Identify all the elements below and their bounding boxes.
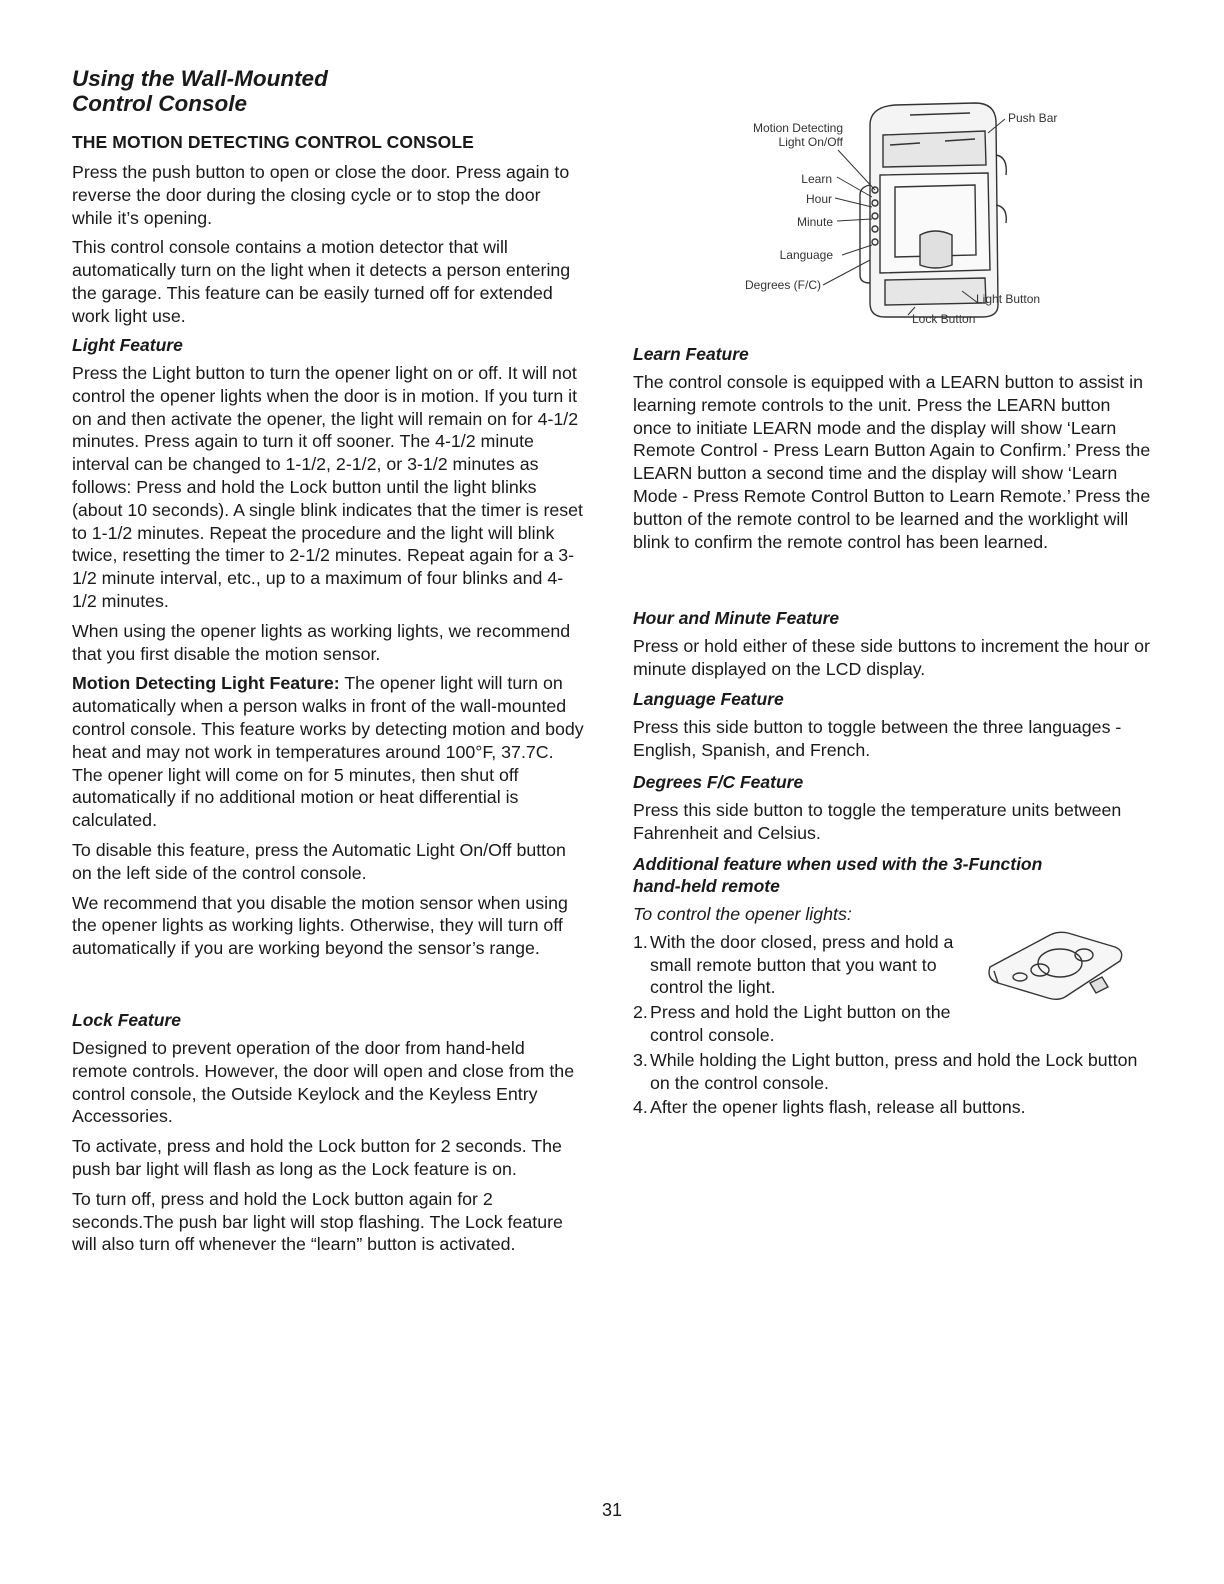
degrees-section: [633, 771, 1153, 845]
page-title: [72, 66, 328, 116]
label-motion-detecting-line-1: Motion Detecting: [752, 121, 843, 135]
console-illustration: [860, 103, 1006, 317]
light-feature-paragraph-1: Press the Light button to turn the opener light on or off. It will not control the opener lights when the door is in motion. If you turn it on and then activate the opener, the light will remain on for 4-1/2 minutes. Press again to turn it off sooner. The 4-1/2 minute interval can be changed to 1-1/2, 2-1/2, or 3-1/2 minutes as follows: Press and hold the Lock button until the light blinks (about 10 seconds). A single blink indicates that the timer is reset to 1-1/2 minutes. Repeat the procedure and the light will blink twice, resetting the timer to 2-1/2 minutes. Repeat again for a 3-1/2 minute interval, etc., up to a maximum of four blinks and 4-1/2 minutes.: [72, 363, 583, 611]
step-number: 3.: [633, 1049, 648, 1070]
step-number: 2.: [633, 1002, 648, 1023]
language-section: [633, 688, 1153, 762]
learn-feature-section: [633, 343, 1153, 553]
step-text: With the door closed, press and hold a small remote button that you want to control the light.: [650, 931, 954, 998]
control-console-diagram: [720, 95, 1070, 335]
step-text: Press and hold the Light button on the control console.: [650, 1002, 951, 1045]
intro-paragraph-1: Press the push button to open or close the door. Press again to reverse the door during the closing cycle or to stop the door while it’s opening.: [72, 162, 570, 228]
label-hour: Hour: [805, 192, 832, 206]
label-lock-button: Lock Button: [912, 312, 976, 326]
list-item: [633, 1049, 1153, 1095]
title-line-1: Using the Wall-Mounted: [72, 66, 328, 91]
lock-feature-title: Lock Feature: [72, 1010, 181, 1030]
step-text: While holding the Light button, press and hold the Lock button on the control console.: [650, 1049, 1138, 1093]
learn-feature-title: Learn Feature: [633, 344, 749, 364]
lock-feature-section: [72, 1009, 584, 1256]
label-motion-detecting-line-2: Light On/Off: [778, 135, 843, 149]
label-light-button: Light Button: [976, 292, 1041, 306]
title-line-2: Control Console: [72, 91, 247, 116]
light-feature-paragraph-2: When using the opener lights as working lights, we recommend that you first disable the motion sensor.: [72, 620, 571, 664]
label-language: Language: [779, 248, 833, 262]
additional-title-line-1: Additional feature when used with the 3-Function: [633, 854, 1043, 874]
hour-minute-title: Hour and Minute Feature: [633, 608, 840, 628]
motion-detecting-paragraph: [72, 672, 584, 832]
intro-paragraph-2: This control console contains a motion detector that will automatically turn on the light when it detects a person entering the garage. This feature can be easily turned off for extended work light use.: [72, 237, 571, 326]
left-intro: [72, 161, 584, 328]
learn-feature-paragraph: The control console is equipped with a LEARN button to assist in learning remote controls to the unit. Press the LEARN button once to initiate LEARN mode and the display will show ‘Learn Remote Control - Press Learn Button Again to Confirm.’ Press the LEARN button a second time and the display will show ‘Learn Mode - Press Remote Control Button to Learn Remote.’ Press the button of the remote control to be learned and the worklight will blink to confirm the remote control has been learned.: [633, 372, 1151, 552]
list-item: [633, 931, 975, 999]
label-push-bar: Push Bar: [1008, 111, 1058, 125]
language-title: Language Feature: [633, 689, 784, 709]
step-text: After the opener lights flash, release all buttons.: [650, 1097, 1026, 1118]
light-feature-section: [72, 334, 584, 960]
section-heading: THE MOTION DETECTING CONTROL CONSOLE: [72, 132, 474, 152]
step-number: 4.: [633, 1097, 648, 1118]
light-feature-paragraph-5: We recommend that you disable the motion sensor when using the opener lights as working lights. Otherwise, they will turn off automatically if you are working beyond the sensor’s range.: [72, 892, 568, 959]
degrees-title: Degrees F/C Feature: [633, 772, 804, 792]
motion-detecting-text: The opener light will turn on automatically when a person walks in front of the wall-mounted control console. This feature works by detecting motion and body heat and may not work in temperatures around 100°F, 37.7C. The opener light will come on for 5 minutes, then shut off automatically if no additional motion or heat differential is calculated.: [72, 673, 584, 831]
lock-feature-paragraph-2: To activate, press and hold the Lock button for 2 seconds. The push bar light will flash as long as the Lock feature is on.: [72, 1136, 562, 1179]
light-feature-title: Light Feature: [72, 335, 183, 355]
language-paragraph: Press this side button to toggle between the three languages - English, Spanish, and French.: [633, 717, 1122, 760]
remote-illustration: [980, 925, 1130, 1010]
motion-detecting-label: Motion Detecting Light Feature:: [72, 673, 340, 694]
list-item: [633, 1001, 975, 1047]
hour-minute-paragraph: Press or hold either of these side buttons to increment the hour or minute displayed on the LCD display.: [633, 636, 1150, 679]
additional-title-line-2: hand-held remote: [633, 876, 780, 896]
list-item: [633, 1096, 1153, 1119]
hour-minute-section: [633, 607, 1153, 681]
degrees-paragraph: Press this side button to toggle the temperature units between Fahrenheit and Celsius.: [633, 800, 1122, 843]
label-learn: Learn: [801, 172, 832, 186]
lock-feature-paragraph-1: Designed to prevent operation of the door from hand-held remote controls. However, the door will open and close from the control console, the Outside Keylock and the Keyless Entry Accessories.: [72, 1038, 575, 1127]
additional-intro: To control the opener lights:: [633, 904, 852, 924]
label-minute: Minute: [796, 215, 833, 229]
label-degrees: Degrees (F/C): [744, 278, 821, 292]
page-number: 31: [601, 1500, 623, 1520]
light-feature-paragraph-4: To disable this feature, press the Automatic Light On/Off button on the left side of the control console.: [72, 839, 566, 883]
step-number: 1.: [633, 931, 648, 952]
lock-feature-paragraph-3: To turn off, press and hold the Lock button again for 2 seconds.The push bar light will stop flashing. The Lock feature will also turn off whenever the “learn” button is activated.: [72, 1188, 563, 1255]
